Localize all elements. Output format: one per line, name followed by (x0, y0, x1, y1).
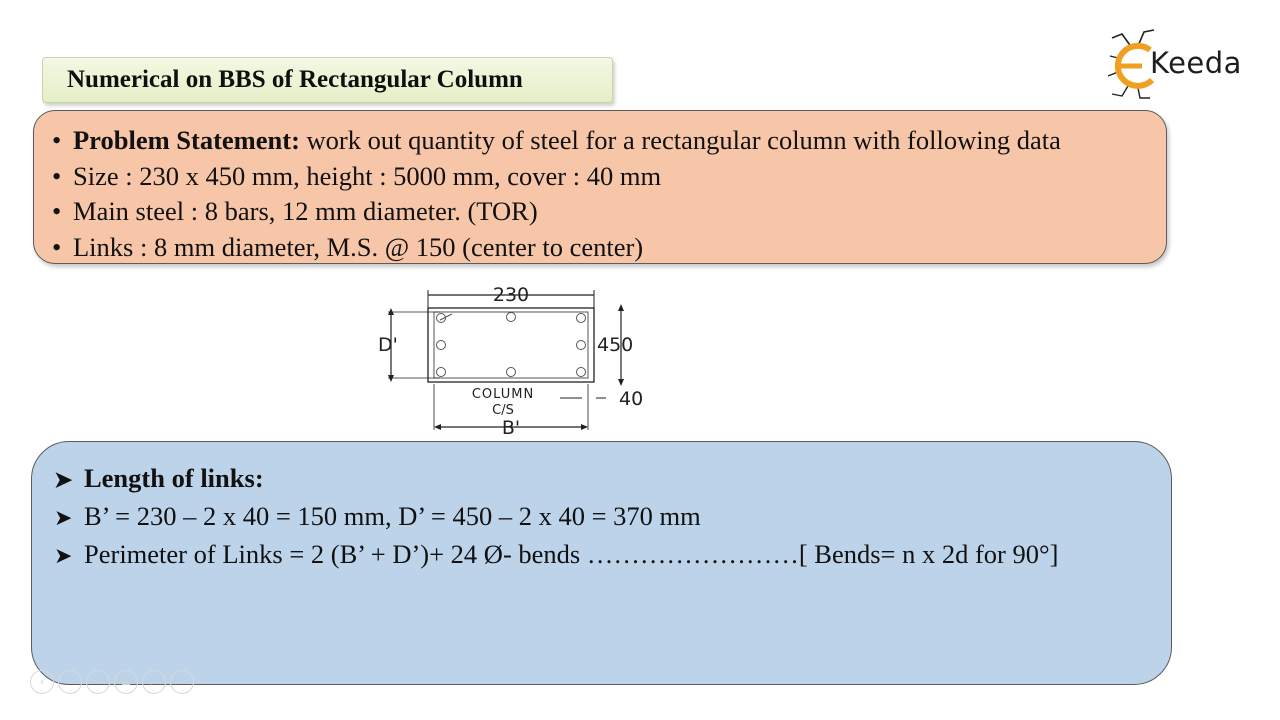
prev-icon[interactable]: ‹ (30, 670, 54, 694)
problem-links-item (52, 230, 1166, 266)
calc-line-dimensions (54, 498, 1171, 536)
arrow-bullet-icon: ➤ (54, 505, 73, 530)
more-icon[interactable]: ⋯ (170, 670, 194, 694)
main-steel-text: Main steel : 8 bars, 12 mm diameter. (TOR) (73, 196, 538, 226)
slide-title: Numerical on BBS of Rectangular Column (67, 66, 523, 93)
bullet-icon: • (52, 160, 62, 191)
caption-cs: C/S (492, 403, 514, 418)
rebar (507, 368, 516, 377)
presentation-controls (30, 670, 194, 694)
bullet-icon: • (52, 125, 62, 155)
b-prime-label: B' (501, 417, 521, 439)
logo-text: Keeda (1150, 46, 1242, 80)
cover-label: 40 (619, 388, 644, 410)
problem-size-item (52, 159, 1166, 195)
problem-statement-item (52, 123, 1166, 159)
calculation-box (31, 441, 1172, 685)
column-cross-section-diagram (360, 280, 680, 442)
menu-icon[interactable]: ☰ (114, 670, 138, 694)
links-text: Links : 8 mm diameter, M.S. @ 150 (center to center) (73, 231, 644, 262)
dimensions-text: B’ = 230 – 2 x 40 = 150 mm, D’ = 450 – 2 x 40 = 370 mm (84, 501, 701, 531)
bullet-icon: • (52, 196, 62, 226)
calc-line-perimeter (54, 536, 1171, 574)
pen-icon[interactable]: ✎ (86, 670, 110, 694)
caption-column: COLUMN (471, 387, 535, 402)
statement-label: Problem Statement: (73, 125, 300, 155)
arrow-bullet-icon: ➤ (54, 467, 73, 492)
links-heading (54, 460, 1171, 498)
perimeter-text: Perimeter of Links = 2 (B’ + D’)+ 24 Ø- bends ……………………[ Bends= n x 2d for 90°] (84, 539, 1059, 569)
rebar (437, 368, 446, 377)
size-text: Size : 230 x 450 mm, height : 5000 mm, cover : 40 mm (73, 160, 662, 191)
statement-text: work out quantity of steel for a rectangular column with following data (299, 125, 1061, 155)
rebar (507, 313, 516, 322)
d-prime-label: D' (378, 334, 398, 356)
problem-main-steel-item (52, 194, 1166, 230)
problem-statement-box (33, 110, 1167, 264)
bullet-icon: • (52, 231, 62, 262)
zoom-icon[interactable]: ⌕ (142, 670, 166, 694)
next-icon[interactable]: › (58, 670, 82, 694)
arrow-bullet-icon: ➤ (54, 543, 73, 568)
rebar (437, 341, 446, 350)
rebar (577, 314, 586, 323)
links-heading-text: Length of links: (84, 463, 264, 493)
rebar (577, 341, 586, 350)
column-outline (428, 308, 594, 382)
depth-label: 450 (597, 334, 634, 356)
width-label: 230 (492, 284, 530, 306)
slide-title-box (42, 57, 613, 103)
rebar (577, 368, 586, 377)
